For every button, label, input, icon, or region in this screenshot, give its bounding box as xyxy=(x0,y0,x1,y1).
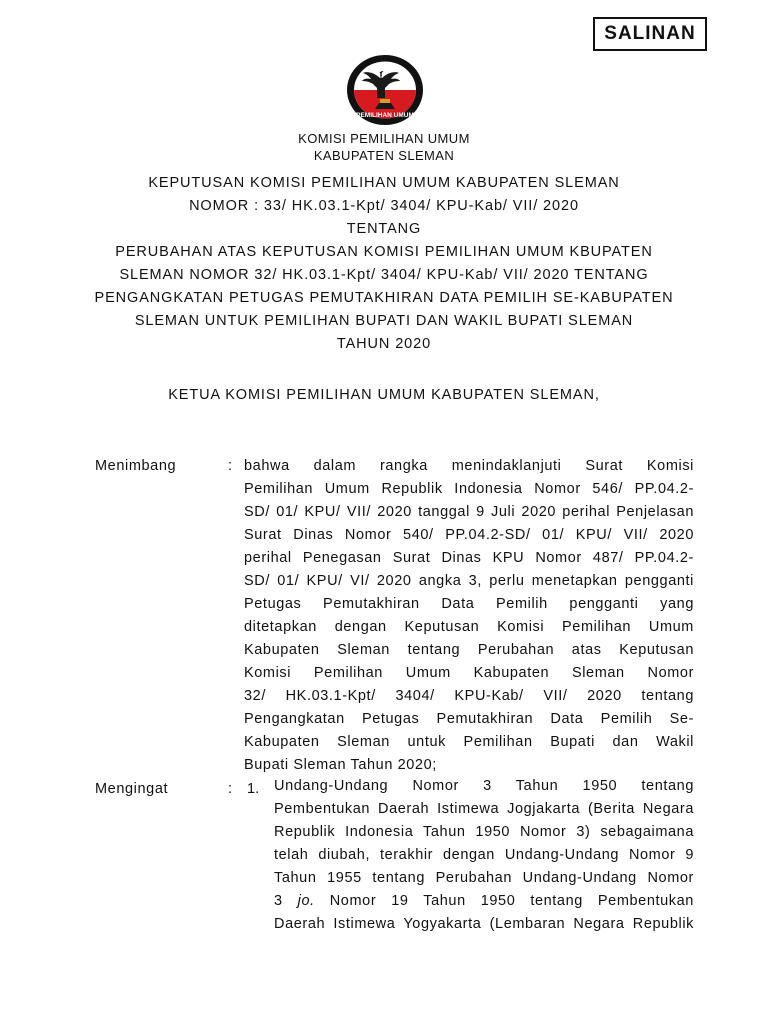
mengingat-item-line: Republik Indonesia Tahun 1950 Nomor 3) sebagaimana xyxy=(274,824,694,840)
mengingat-item-line: Daerah Istimewa Yogyakarta (Lembaran Negara Republik xyxy=(274,916,694,932)
menimbang-line: SD/ 01/ KPU/ VI/ 2020 angka 3, perlu menetapkan pengganti xyxy=(244,573,694,589)
mengingat-item-line: Pembentukan Daerah Istimewa Jogjakarta (Berita Negara xyxy=(274,801,694,817)
menimbang-line: Pemilihan Umum Republik Indonesia Nomor 546/ PP.04.2- xyxy=(244,481,694,497)
menimbang-line: bahwa dalam rangka menindaklanjuti Surat Komisi xyxy=(244,458,694,474)
menimbang-line: Pengangkatan Petugas Pemutakhiran Data Pemilih Se- xyxy=(244,711,694,727)
salinan-stamp xyxy=(593,17,707,51)
ketua-heading: KETUA KOMISI PEMILIHAN UMUM KABUPATEN SLEMAN, xyxy=(168,387,600,403)
menimbang-line: Kabupaten Sleman tentang Perubahan atas Keputusan xyxy=(244,642,694,658)
title-tentang: TENTANG xyxy=(346,221,422,237)
title-line: TAHUN 2020 xyxy=(336,336,432,352)
org-name-line2: KABUPATEN SLEMAN xyxy=(313,148,455,163)
menimbang-line: Petugas Pemutakhiran Data Pemilih pengganti yang xyxy=(244,596,694,612)
menimbang-line: Bupati Sleman Tahun 2020; xyxy=(244,757,437,773)
decree-title xyxy=(0,172,768,356)
mengingat-item-line: Undang-Undang Nomor 3 Tahun 1950 tentang xyxy=(274,778,694,794)
menimbang-line: Surat Dinas Nomor 540/ PP.04.2-SD/ 01/ KPU/ VII/ 2020 xyxy=(244,527,694,543)
mengingat-item-number: 1. xyxy=(247,781,260,797)
kpu-logo xyxy=(345,53,425,127)
menimbang-colon: : xyxy=(228,458,233,474)
org-name-line1: KOMISI PEMILIHAN UMUM xyxy=(298,131,470,146)
title-line: PENGANGKATAN PETUGAS PEMUTAKHIRAN DATA PEMILIH SE-KABUPATEN xyxy=(94,290,674,306)
title-number: NOMOR : 33/ HK.03.1-Kpt/ 3404/ KPU-Kab/ VII/ 2020 xyxy=(189,198,579,214)
menimbang-line: SD/ 01/ KPU/ VII/ 2020 tanggal 9 Juli 2020 perihal Penjelasan xyxy=(244,504,694,520)
title-line: KEPUTUSAN KOMISI PEMILIHAN UMUM KABUPATEN SLEMAN xyxy=(148,175,620,191)
menimbang-line: Kabupaten Sleman untuk Pemilihan Bupati dan Wakil xyxy=(244,734,694,750)
menimbang-line: ditetapkan dengan Keputusan Komisi Pemilihan Umum xyxy=(244,619,694,635)
title-line: SLEMAN NOMOR 32/ HK.03.1-Kpt/ 3404/ KPU-Kab/ VII/ 2020 TENTANG xyxy=(119,267,649,283)
logo-bottom-text: PEMILIHAN UMUM xyxy=(356,112,414,119)
menimbang-line: perihal Penegasan Surat Dinas KPU Nomor 487/ PP.04.2- xyxy=(244,550,694,566)
mengingat-colon: : xyxy=(228,781,233,797)
menimbang-label: Menimbang xyxy=(95,458,177,474)
title-line: SLEMAN UNTUK PEMILIHAN BUPATI DAN WAKIL BUPATI SLEMAN xyxy=(134,313,634,329)
mengingat-item-line: Tahun 1955 tentang Perubahan Undang-Undang Nomor xyxy=(274,870,694,886)
logo-top-text: KOMISI xyxy=(370,65,400,74)
salinan-label: SALINAN xyxy=(604,23,696,44)
mengingat-item-line: telah diubah, terakhir dengan Undang-Undang Nomor 9 xyxy=(274,847,694,863)
mengingat-label: Mengingat xyxy=(95,781,169,797)
menimbang-line: 32/ HK.03.1-Kpt/ 3404/ KPU-Kab/ VII/ 2020 tentang xyxy=(244,688,694,704)
mengingat-item-line: 3 jo. Nomor 19 Tahun 1950 tentang Pembentukan xyxy=(274,893,694,909)
title-line: PERUBAHAN ATAS KEPUTUSAN KOMISI PEMILIHAN UMUM KBUPATEN xyxy=(115,244,653,260)
menimbang-line: Komisi Pemilihan Umum Kabupaten Sleman Nomor xyxy=(244,665,694,681)
